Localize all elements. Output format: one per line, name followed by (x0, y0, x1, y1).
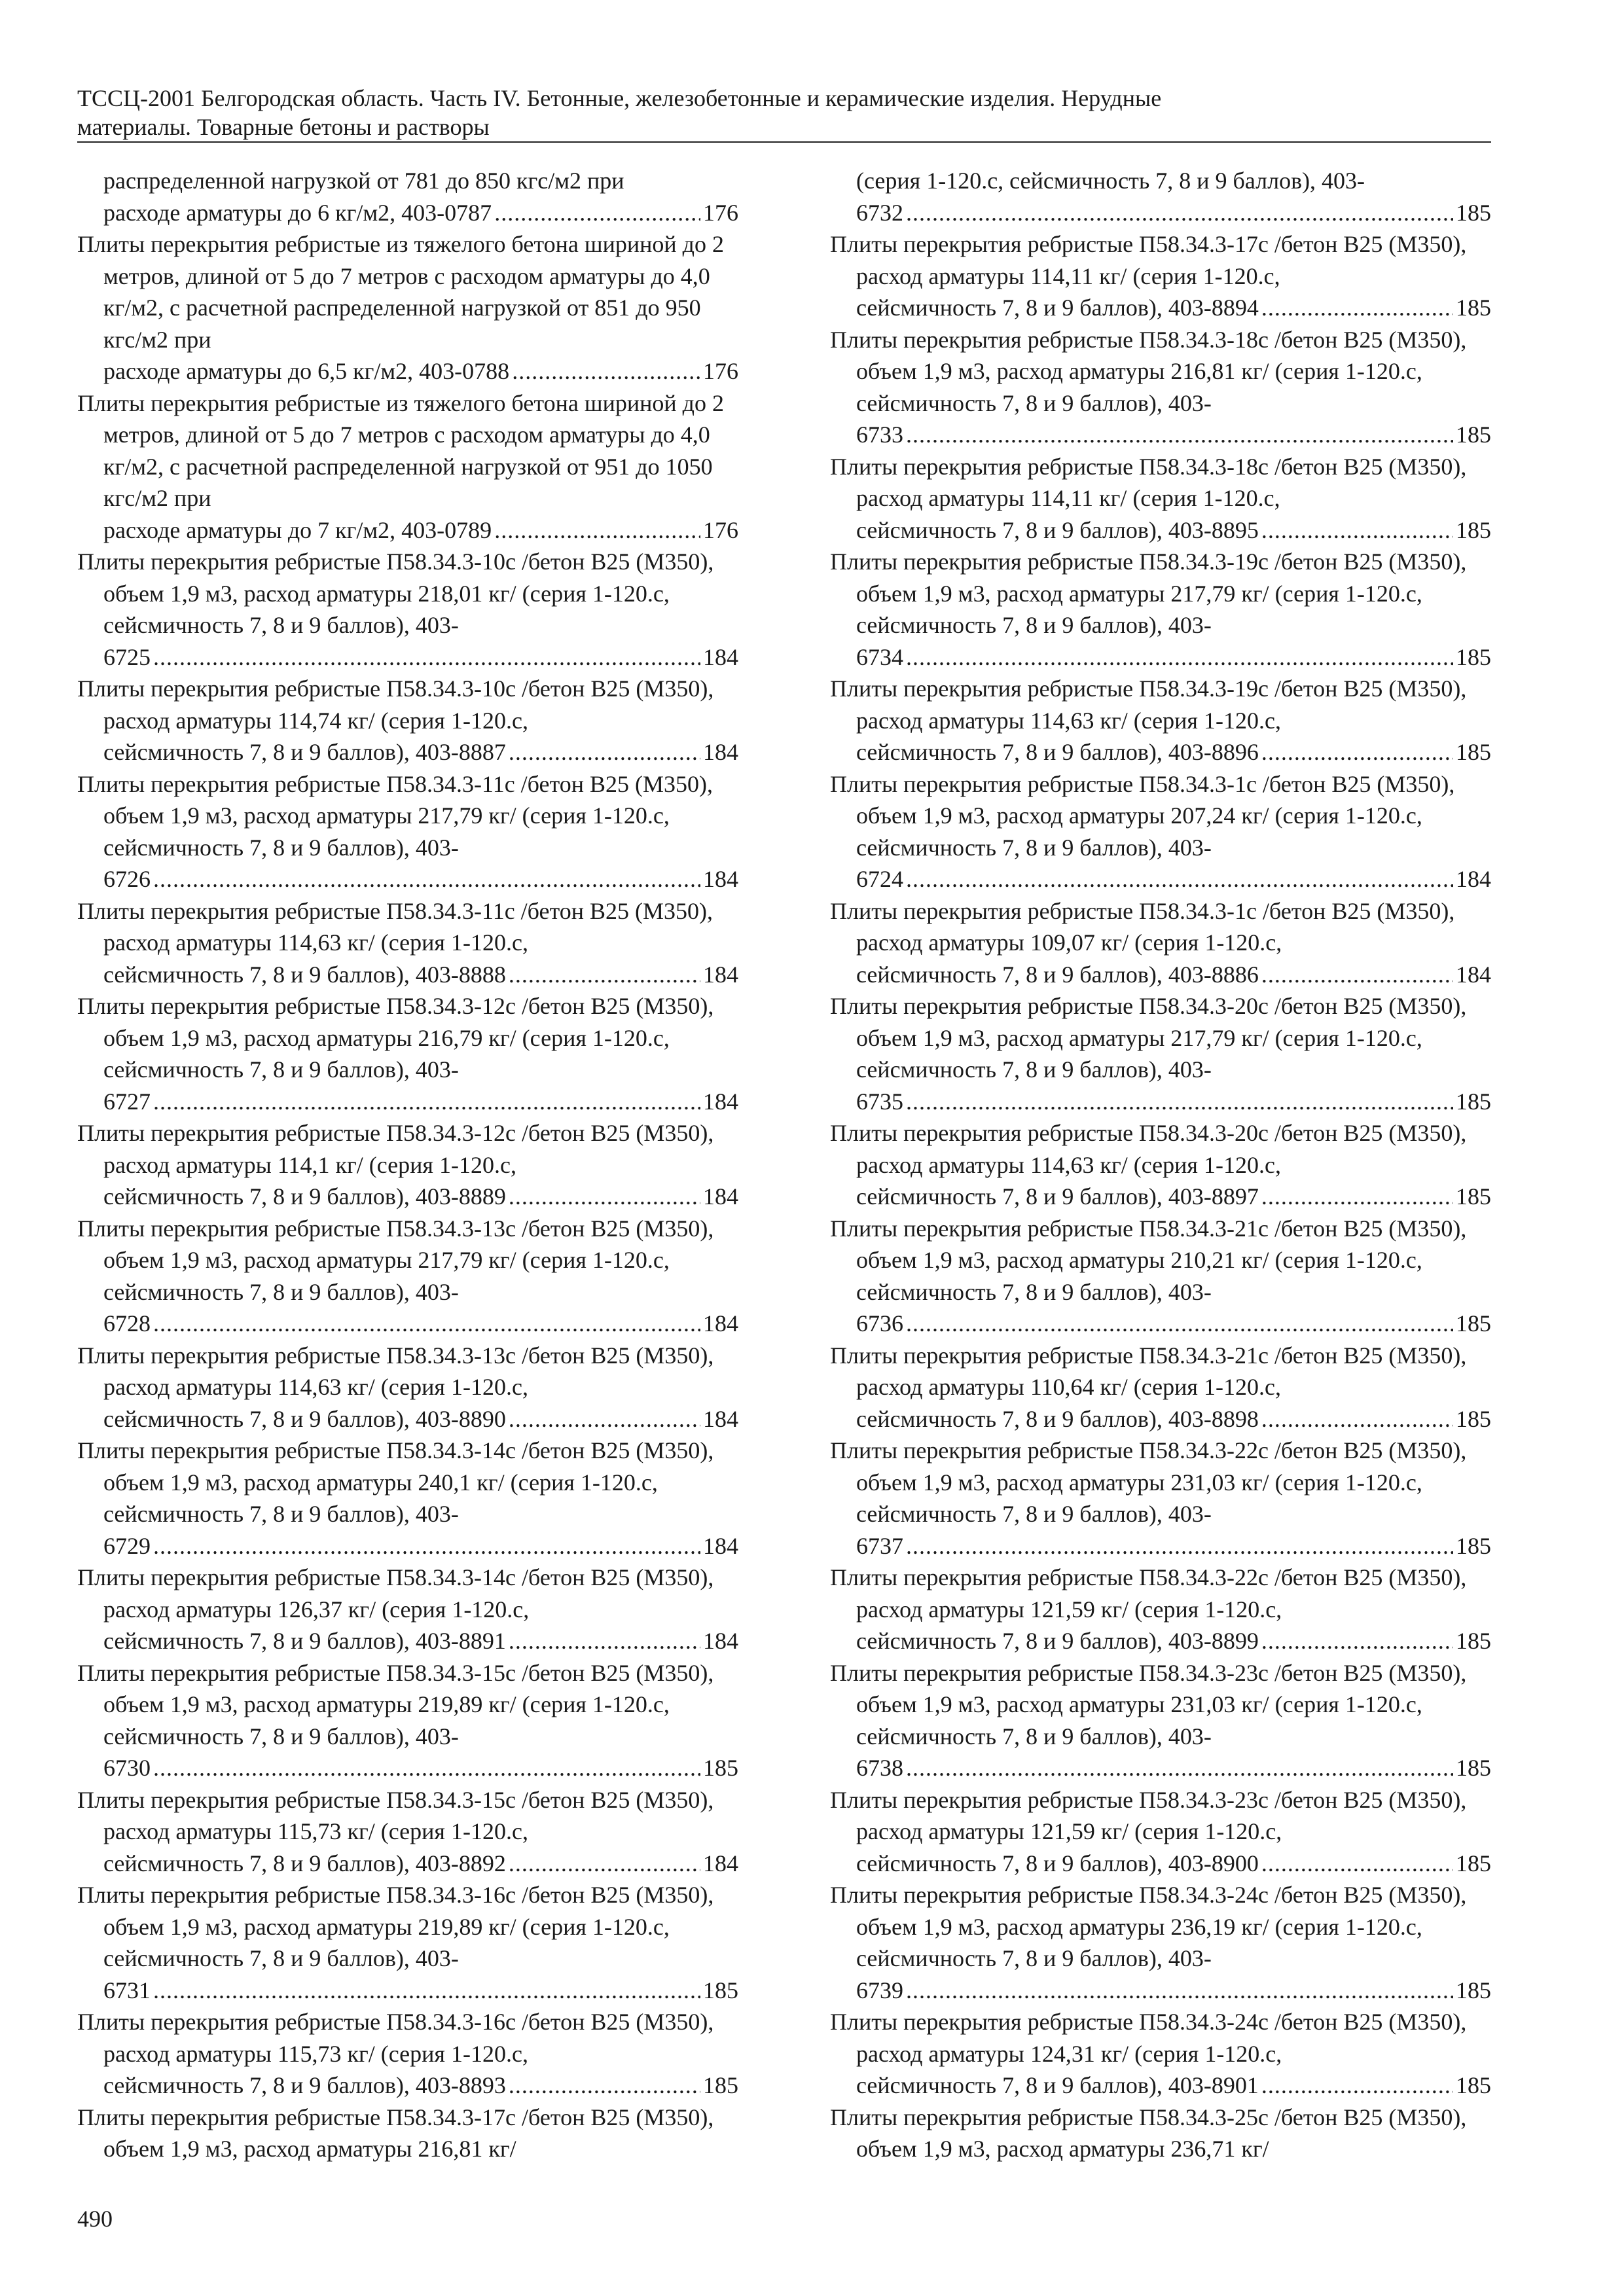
entry-page-ref: 176 (703, 516, 738, 543)
entry-page-ref: 184 (703, 1183, 738, 1210)
header-line-1: ТССЦ-2001 Белгородская область. Часть IV. Бетонные, железобетонные и керамические изделия. Нерудные (77, 85, 1162, 111)
dot-leader (906, 1308, 1453, 1340)
entry-text: Плиты перекрытия ребристые П58.34.3-19с /бетон В25 (М350), расход арматуры 114,63 кг/ (серия 1-120.с, (830, 675, 1467, 734)
left-column (77, 165, 738, 2165)
index-entry (830, 165, 1491, 228)
entry-page-ref: 185 (1456, 1405, 1491, 1432)
entry-leader-line (856, 863, 1491, 895)
index-entry (77, 1879, 738, 2006)
entry-page-ref: 176 (703, 199, 738, 226)
entry-page-ref: 184 (703, 1310, 738, 1336)
dot-leader (153, 1530, 700, 1562)
entry-leader-line (103, 1086, 738, 1118)
dot-leader (906, 1975, 1453, 2007)
entry-text: Плиты перекрытия ребристые П58.34.3-16с /бетон В25 (М350), объем 1,9 м3, расход арматуры 219,89 кг/ (серия 1-120.с, сейсмичность 7, 8 и 9 баллов), 403- (77, 1882, 714, 1971)
dot-leader (906, 1752, 1453, 1784)
entry-leader-line (103, 641, 738, 673)
entry-text: Плиты перекрытия ребристые П58.34.3-14с /бетон В25 (М350), объем 1,9 м3, расход арматуры 240,1 кг/ (серия 1-120.с, сейсмичность 7, 8 и 9 баллов), 403- (77, 1437, 714, 1527)
index-entry (830, 1435, 1491, 1562)
entry-page-ref: 184 (703, 1850, 738, 1876)
entry-text: Плиты перекрытия ребристые П58.34.3-24с /бетон В25 (М350), объем 1,9 м3, расход арматуры 236,19 кг/ (серия 1-120.с, сейсмичность 7, 8 и 9 баллов), 403- (830, 1882, 1467, 1971)
entry-page-ref: 185 (1456, 1310, 1491, 1336)
entry-leader-line (103, 863, 738, 895)
entry-code: 6726 (103, 866, 151, 892)
index-entry (77, 1435, 738, 1562)
dot-leader (153, 1975, 700, 2007)
entry-leader-line (856, 2070, 1491, 2102)
entry-leader-line (856, 514, 1491, 547)
entry-code: расходе арматуры до 6,5 кг/м2, 403-0788 (103, 358, 510, 384)
entry-code: сейсмичность 7, 8 и 9 баллов), 403-8892 (103, 1850, 506, 1876)
entry-leader-line (856, 1975, 1491, 2007)
dot-leader (509, 1403, 700, 1435)
entry-code: сейсмичность 7, 8 и 9 баллов), 403-8894 (856, 295, 1259, 321)
entry-text: Плиты перекрытия ребристые П58.34.3-13с /бетон В25 (М350), объем 1,9 м3, расход арматуры 217,79 кг/ (серия 1-120.с, сейсмичность 7, 8 и 9 баллов), 403- (77, 1215, 714, 1305)
index-entry (830, 1117, 1491, 1213)
index-entry (830, 1657, 1491, 1784)
entry-leader-line (103, 959, 738, 991)
entry-leader-line (103, 1308, 738, 1340)
index-entry (830, 228, 1491, 324)
entry-leader-line (856, 1403, 1491, 1435)
entry-text: Плиты перекрытия ребристые П58.34.3-1с /бетон В25 (М350), расход арматуры 109,07 кг/ (серия 1-120.с, (830, 897, 1455, 956)
index-entry (830, 768, 1491, 895)
entry-text: Плиты перекрытия ребристые П58.34.3-23с /бетон В25 (М350), расход арматуры 121,59 кг/ (серия 1-120.с, (830, 1786, 1467, 1844)
index-entry (830, 1562, 1491, 1657)
entry-page-ref: 185 (1456, 739, 1491, 765)
entry-text: Плиты перекрытия ребристые П58.34.3-22с /бетон В25 (М350), расход арматуры 121,59 кг/ (серия 1-120.с, (830, 1564, 1467, 1623)
index-entry (830, 324, 1491, 451)
index-entry (77, 546, 738, 673)
entry-code: сейсмичность 7, 8 и 9 баллов), 403-8889 (103, 1183, 506, 1210)
entry-code: сейсмичность 7, 8 и 9 баллов), 403-8887 (103, 739, 506, 765)
entry-text: Плиты перекрытия ребристые П58.34.3-22с /бетон В25 (М350), объем 1,9 м3, расход арматуры 231,03 кг/ (серия 1-120.с, сейсмичность 7, 8 и 9 баллов), 403- (830, 1437, 1467, 1527)
index-entry (77, 895, 738, 991)
entry-code: сейсмичность 7, 8 и 9 баллов), 403-8895 (856, 516, 1259, 543)
entry-code: 6731 (103, 1977, 151, 2003)
index-entry (830, 895, 1491, 991)
entry-page-ref: 185 (1456, 1532, 1491, 1559)
entry-text: Плиты перекрытия ребристые из тяжелого бетона шириной до 2 метров, длиной от 5 до 7 метров с расходом арматуры до 4,0 кг/м2, с расчетной распределенной нагрузкой от 951 до 1050 кгс/м2 при (77, 389, 724, 511)
dot-leader (509, 736, 700, 768)
entry-page-ref: 184 (703, 1405, 738, 1432)
entry-text: Плиты перекрытия ребристые П58.34.3-11с /бетон В25 (М350), расход арматуры 114,63 кг/ (серия 1-120.с, (77, 897, 713, 956)
entry-text: Плиты перекрытия ребристые П58.34.3-1с /бетон В25 (М350), объем 1,9 м3, расход арматуры 207,24 кг/ (серия 1-120.с, сейсмичность 7, 8 и 9 баллов), 403- (830, 770, 1455, 861)
entry-text: Плиты перекрытия ребристые П58.34.3-18с /бетон В25 (М350), объем 1,9 м3, расход арматуры 216,81 кг/ (серия 1-120.с, сейсмичность 7, 8 и 9 баллов), 403- (830, 326, 1467, 416)
entry-code: расходе арматуры до 6 кг/м2, 403-0787 (103, 199, 492, 226)
entry-text: Плиты перекрытия ребристые П58.34.3-23с /бетон В25 (М350), объем 1,9 м3, расход арматуры 231,03 кг/ (серия 1-120.с, сейсмичность 7, 8 и 9 баллов), 403- (830, 1659, 1467, 1749)
entry-page-ref: 184 (703, 1532, 738, 1559)
entry-page-ref: 185 (1456, 199, 1491, 226)
index-entry (77, 1784, 738, 1880)
entry-leader-line (856, 641, 1491, 673)
index-entry (830, 990, 1491, 1117)
entry-text: Плиты перекрытия ребристые П58.34.3-14с /бетон В25 (М350), расход арматуры 126,37 кг/ (серия 1-120.с, (77, 1564, 714, 1623)
entry-code: 6738 (856, 1755, 903, 1781)
entry-leader-line (856, 292, 1491, 324)
dot-leader (1261, 1848, 1453, 1880)
entry-page-ref: 184 (703, 739, 738, 765)
entry-page-ref: 185 (1456, 2072, 1491, 2098)
entry-leader-line (856, 1530, 1491, 1562)
index-entry (77, 228, 738, 387)
dot-leader (1261, 292, 1453, 324)
dot-leader (512, 355, 700, 387)
entry-text: Плиты перекрытия ребристые П58.34.3-13с /бетон В25 (М350), расход арматуры 114,63 кг/ (серия 1-120.с, (77, 1342, 714, 1400)
entry-code: 6727 (103, 1088, 151, 1115)
dot-leader (153, 1752, 700, 1784)
entry-text: Плиты перекрытия ребристые П58.34.3-15с /бетон В25 (М350), объем 1,9 м3, расход арматуры 219,89 кг/ (серия 1-120.с, сейсмичность 7, 8 и 9 баллов), 403- (77, 1659, 714, 1749)
entry-leader-line (103, 736, 738, 768)
entry-text: Плиты перекрытия ребристые П58.34.3-10с /бетон В25 (М350), расход арматуры 114,74 кг/ (серия 1-120.с, (77, 675, 714, 734)
dot-leader (153, 641, 700, 673)
index-entry (77, 1657, 738, 1784)
entry-page-ref: 185 (703, 2072, 738, 2098)
entry-leader-line (856, 1086, 1491, 1118)
entry-page-ref: 185 (703, 1977, 738, 2003)
entry-code: сейсмичность 7, 8 и 9 баллов), 403-8899 (856, 1628, 1259, 1654)
entry-text: распределенной нагрузкой от 781 до 850 кгс/м2 при (103, 168, 624, 194)
index-entry (830, 546, 1491, 673)
entry-code: 6730 (103, 1755, 151, 1781)
index-entry (77, 1117, 738, 1213)
entry-text: Плиты перекрытия ребристые П58.34.3-18с /бетон В25 (М350), расход арматуры 114,11 кг/ (серия 1-120.с, (830, 453, 1467, 511)
entry-leader-line (103, 2070, 738, 2102)
entry-leader-line (103, 197, 738, 229)
entry-code: 6728 (103, 1310, 151, 1336)
entry-code: сейсмичность 7, 8 и 9 баллов), 403-8900 (856, 1850, 1259, 1876)
entry-text: (серия 1-120.с, сейсмичность 7, 8 и 9 баллов), 403- (856, 168, 1365, 194)
entry-code: расходе арматуры до 7 кг/м2, 403-0789 (103, 516, 492, 543)
dot-leader (509, 959, 700, 991)
dot-leader (1261, 959, 1453, 991)
entry-page-ref: 185 (1456, 1850, 1491, 1876)
entry-page-ref: 185 (1456, 1183, 1491, 1210)
entry-code: 6739 (856, 1977, 903, 2003)
entry-leader-line (856, 1752, 1491, 1784)
dot-leader (1261, 1625, 1453, 1657)
entry-leader-line (103, 355, 738, 387)
entry-text: Плиты перекрытия ребристые П58.34.3-21с /бетон В25 (М350), расход арматуры 110,64 кг/ (серия 1-120.с, (830, 1342, 1467, 1400)
index-entry (77, 1340, 738, 1435)
dot-leader (906, 197, 1453, 229)
dot-leader (1261, 1403, 1453, 1435)
entry-code: 6724 (856, 866, 903, 892)
entry-code: 6732 (856, 199, 903, 226)
dot-leader (509, 2070, 700, 2102)
entry-leader-line (856, 1308, 1491, 1340)
entry-code: сейсмичность 7, 8 и 9 баллов), 403-8896 (856, 739, 1259, 765)
dot-leader (509, 1625, 700, 1657)
entry-leader-line (103, 514, 738, 547)
entry-leader-line (103, 1752, 738, 1784)
index-entry (77, 165, 738, 228)
dot-leader (906, 1530, 1453, 1562)
entry-leader-line (856, 419, 1491, 451)
entry-code: сейсмичность 7, 8 и 9 баллов), 403-8893 (103, 2072, 506, 2098)
entry-page-ref: 176 (703, 358, 738, 384)
dot-leader (509, 1181, 700, 1213)
entry-code: 6733 (856, 422, 903, 448)
entry-leader-line (856, 1625, 1491, 1657)
page-number: 490 (77, 2206, 113, 2232)
entry-page-ref: 185 (1456, 516, 1491, 543)
index-entry (77, 990, 738, 1117)
entry-leader-line (856, 1848, 1491, 1880)
entry-leader-line (856, 197, 1491, 229)
index-entry (77, 1213, 738, 1340)
entry-page-ref: 184 (703, 1628, 738, 1654)
entry-text: Плиты перекрытия ребристые П58.34.3-11с /бетон В25 (М350), объем 1,9 м3, расход арматуры 217,79 кг/ (серия 1-120.с, сейсмичность 7, 8 и 9 баллов), 403- (77, 770, 713, 861)
entry-page-ref: 185 (1456, 295, 1491, 321)
entry-code: сейсмичность 7, 8 и 9 баллов), 403-8886 (856, 961, 1259, 988)
entry-page-ref: 185 (1456, 1628, 1491, 1654)
dot-leader (494, 514, 700, 547)
index-entry (830, 2102, 1491, 2165)
dot-leader (1261, 1181, 1453, 1213)
header-line-2: материалы. Товарные бетоны и растворы (77, 114, 490, 140)
entry-leader-line (103, 1181, 738, 1213)
entry-code: 6734 (856, 643, 903, 670)
entry-code: сейсмичность 7, 8 и 9 баллов), 403-8901 (856, 2072, 1259, 2098)
index-entry (830, 451, 1491, 547)
dot-leader (509, 1848, 700, 1880)
entry-code: 6729 (103, 1532, 151, 1559)
dot-leader (906, 863, 1453, 895)
entry-page-ref: 184 (1456, 961, 1491, 988)
index-entry (77, 387, 738, 547)
entry-page-ref: 185 (1456, 422, 1491, 448)
index-entry (77, 2006, 738, 2102)
entry-text: Плиты перекрытия ребристые П58.34.3-17с /бетон В25 (М350), объем 1,9 м3, расход арматуры 216,81 кг/ (77, 2104, 714, 2162)
entry-text: Плиты перекрытия ребристые П58.34.3-10с /бетон В25 (М350), объем 1,9 м3, расход арматуры 218,01 кг/ (серия 1-120.с, сейсмичность 7, 8 и 9 баллов), 403- (77, 548, 714, 638)
index-entry (77, 1562, 738, 1657)
dot-leader (906, 419, 1453, 451)
entry-leader-line (103, 1530, 738, 1562)
entry-page-ref: 185 (1456, 1977, 1491, 2003)
dot-leader (494, 197, 700, 229)
index-columns (77, 165, 1491, 2181)
entry-leader-line (856, 1181, 1491, 1213)
index-entry (830, 1879, 1491, 2006)
entry-text: Плиты перекрытия ребристые П58.34.3-15с /бетон В25 (М350), расход арматуры 115,73 кг/ (серия 1-120.с, (77, 1786, 714, 1844)
entry-leader-line (856, 959, 1491, 991)
entry-code: сейсмичность 7, 8 и 9 баллов), 403-8888 (103, 961, 506, 988)
entry-leader-line (856, 736, 1491, 768)
entry-page-ref: 184 (1456, 866, 1491, 892)
index-entry (77, 2102, 738, 2165)
entry-text: Плиты перекрытия ребристые П58.34.3-12с /бетон В25 (М350), расход арматуры 114,1 кг/ (серия 1-120.с, (77, 1120, 714, 1178)
entry-code: 6736 (856, 1310, 903, 1336)
index-entry (77, 768, 738, 895)
dot-leader (153, 1086, 700, 1118)
entry-page-ref: 184 (703, 1088, 738, 1115)
dot-leader (906, 641, 1453, 673)
entry-text: Плиты перекрытия ребристые П58.34.3-16с /бетон В25 (М350), расход арматуры 115,73 кг/ (серия 1-120.с, (77, 2009, 714, 2067)
entry-page-ref: 184 (703, 866, 738, 892)
index-entry (830, 1213, 1491, 1340)
dot-leader (153, 863, 700, 895)
entry-page-ref: 184 (703, 961, 738, 988)
entry-text: Плиты перекрытия ребристые П58.34.3-20с /бетон В25 (М350), объем 1,9 м3, расход арматуры 217,79 кг/ (серия 1-120.с, сейсмичность 7, 8 и 9 баллов), 403- (830, 993, 1467, 1083)
entry-text: Плиты перекрытия ребристые П58.34.3-20с /бетон В25 (М350), расход арматуры 114,63 кг/ (серия 1-120.с, (830, 1120, 1467, 1178)
entry-page-ref: 184 (703, 643, 738, 670)
entry-text: Плиты перекрытия ребристые П58.34.3-12с /бетон В25 (М350), объем 1,9 м3, расход арматуры 216,79 кг/ (серия 1-120.с, сейсмичность 7, 8 и 9 баллов), 403- (77, 993, 714, 1083)
index-entry (830, 673, 1491, 768)
entry-leader-line (103, 1403, 738, 1435)
index-entry (830, 2006, 1491, 2102)
entry-page-ref: 185 (1456, 1755, 1491, 1781)
entry-code: 6735 (856, 1088, 903, 1115)
dot-leader (1261, 736, 1453, 768)
index-entry (830, 1784, 1491, 1880)
index-entry (830, 1340, 1491, 1435)
index-entry (77, 673, 738, 768)
dot-leader (906, 1086, 1453, 1118)
right-column (830, 165, 1491, 2165)
dot-leader (153, 1308, 700, 1340)
running-header (77, 84, 1491, 143)
entry-text: Плиты перекрытия ребристые из тяжелого бетона шириной до 2 метров, длиной от 5 до 7 метров с расходом арматуры до 4,0 кг/м2, с расчетной распределенной нагрузкой от 851 до 950 кгс/м2 при (77, 231, 724, 353)
entry-page-ref: 185 (1456, 643, 1491, 670)
entry-text: Плиты перекрытия ребристые П58.34.3-24с /бетон В25 (М350), расход арматуры 124,31 кг/ (серия 1-120.с, (830, 2009, 1467, 2067)
dot-leader (1261, 514, 1453, 547)
entry-text: Плиты перекрытия ребристые П58.34.3-17с /бетон В25 (М350), расход арматуры 114,11 кг/ (серия 1-120.с, (830, 231, 1467, 289)
entry-page-ref: 185 (703, 1755, 738, 1781)
entry-page-ref: 185 (1456, 1088, 1491, 1115)
entry-text: Плиты перекрытия ребристые П58.34.3-25с /бетон В25 (М350), объем 1,9 м3, расход арматуры 236,71 кг/ (830, 2104, 1467, 2162)
entry-leader-line (103, 1975, 738, 2007)
entry-code: 6737 (856, 1532, 903, 1559)
entry-code: 6725 (103, 643, 151, 670)
entry-text: Плиты перекрытия ребристые П58.34.3-21с /бетон В25 (М350), объем 1,9 м3, расход арматуры 210,21 кг/ (серия 1-120.с, сейсмичность 7, 8 и 9 баллов), 403- (830, 1215, 1467, 1305)
entry-leader-line (103, 1625, 738, 1657)
dot-leader (1261, 2070, 1453, 2102)
entry-text: Плиты перекрытия ребристые П58.34.3-19с /бетон В25 (М350), объем 1,9 м3, расход арматуры 217,79 кг/ (серия 1-120.с, сейсмичность 7, 8 и 9 баллов), 403- (830, 548, 1467, 638)
entry-code: сейсмичность 7, 8 и 9 баллов), 403-8890 (103, 1405, 506, 1432)
entry-code: сейсмичность 7, 8 и 9 баллов), 403-8897 (856, 1183, 1259, 1210)
entry-code: сейсмичность 7, 8 и 9 баллов), 403-8891 (103, 1628, 506, 1654)
entry-code: сейсмичность 7, 8 и 9 баллов), 403-8898 (856, 1405, 1259, 1432)
entry-leader-line (103, 1848, 738, 1880)
